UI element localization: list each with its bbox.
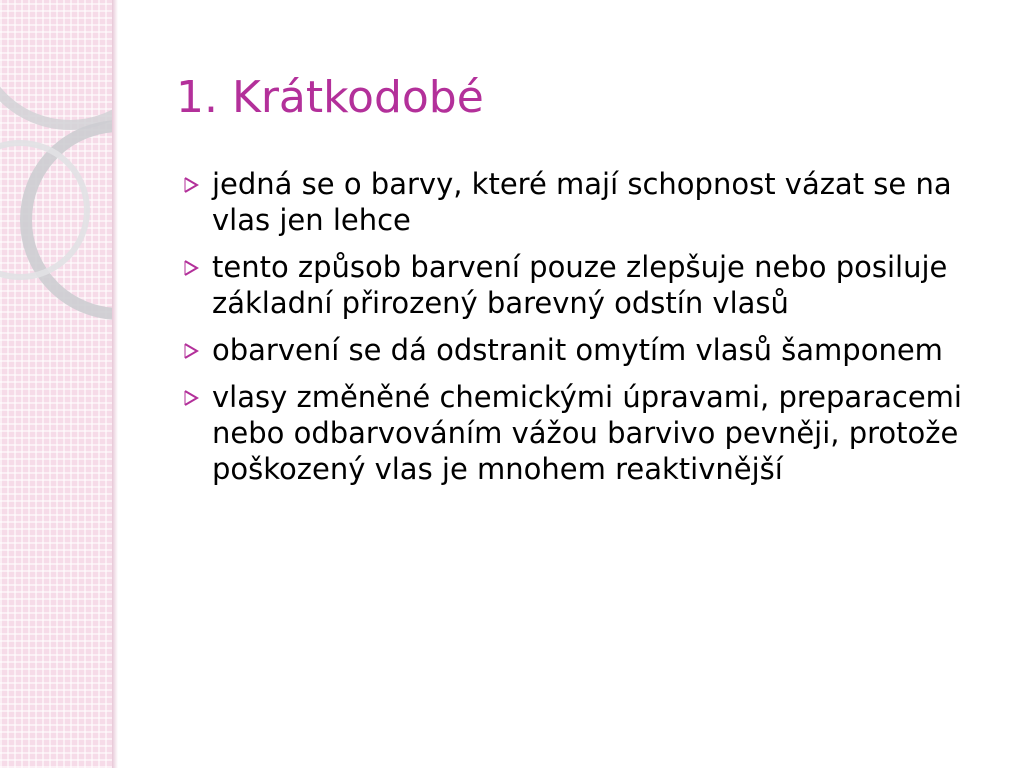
- arrow-bullet-icon: [182, 259, 202, 277]
- arrow-bullet-icon: [182, 389, 202, 407]
- decorative-ring-top: [0, 0, 112, 130]
- bullet-text: obarvení se dá odstranit omytím vlasů šamponem: [212, 333, 943, 367]
- bullet-item: [180, 249, 1000, 321]
- bullet-item: [180, 379, 1000, 487]
- bullet-text: jedná se o barvy, které mají schopnost vázat se na vlas jen lehce: [212, 167, 952, 237]
- bullet-item: [180, 332, 1000, 368]
- arrow-bullet-icon: [182, 342, 202, 360]
- slide-title: 1. Krátkodobé: [176, 72, 484, 123]
- bullet-text: tento způsob barvení pouze zlepšuje nebo posiluje základní přirozený barevný odstín vlasů: [212, 250, 948, 320]
- arrow-bullet-icon: [182, 176, 202, 194]
- bullet-text: vlasy změněné chemickými úpravami, preparacemi nebo odbarvováním vážou barvivo pevněji, protože poškozený vlas je mnohem reaktivnější: [212, 380, 962, 486]
- decorative-side-strip: [0, 0, 112, 768]
- bullet-list: [180, 166, 1000, 498]
- bullet-item: [180, 166, 1000, 238]
- side-strip-edge: [112, 0, 118, 768]
